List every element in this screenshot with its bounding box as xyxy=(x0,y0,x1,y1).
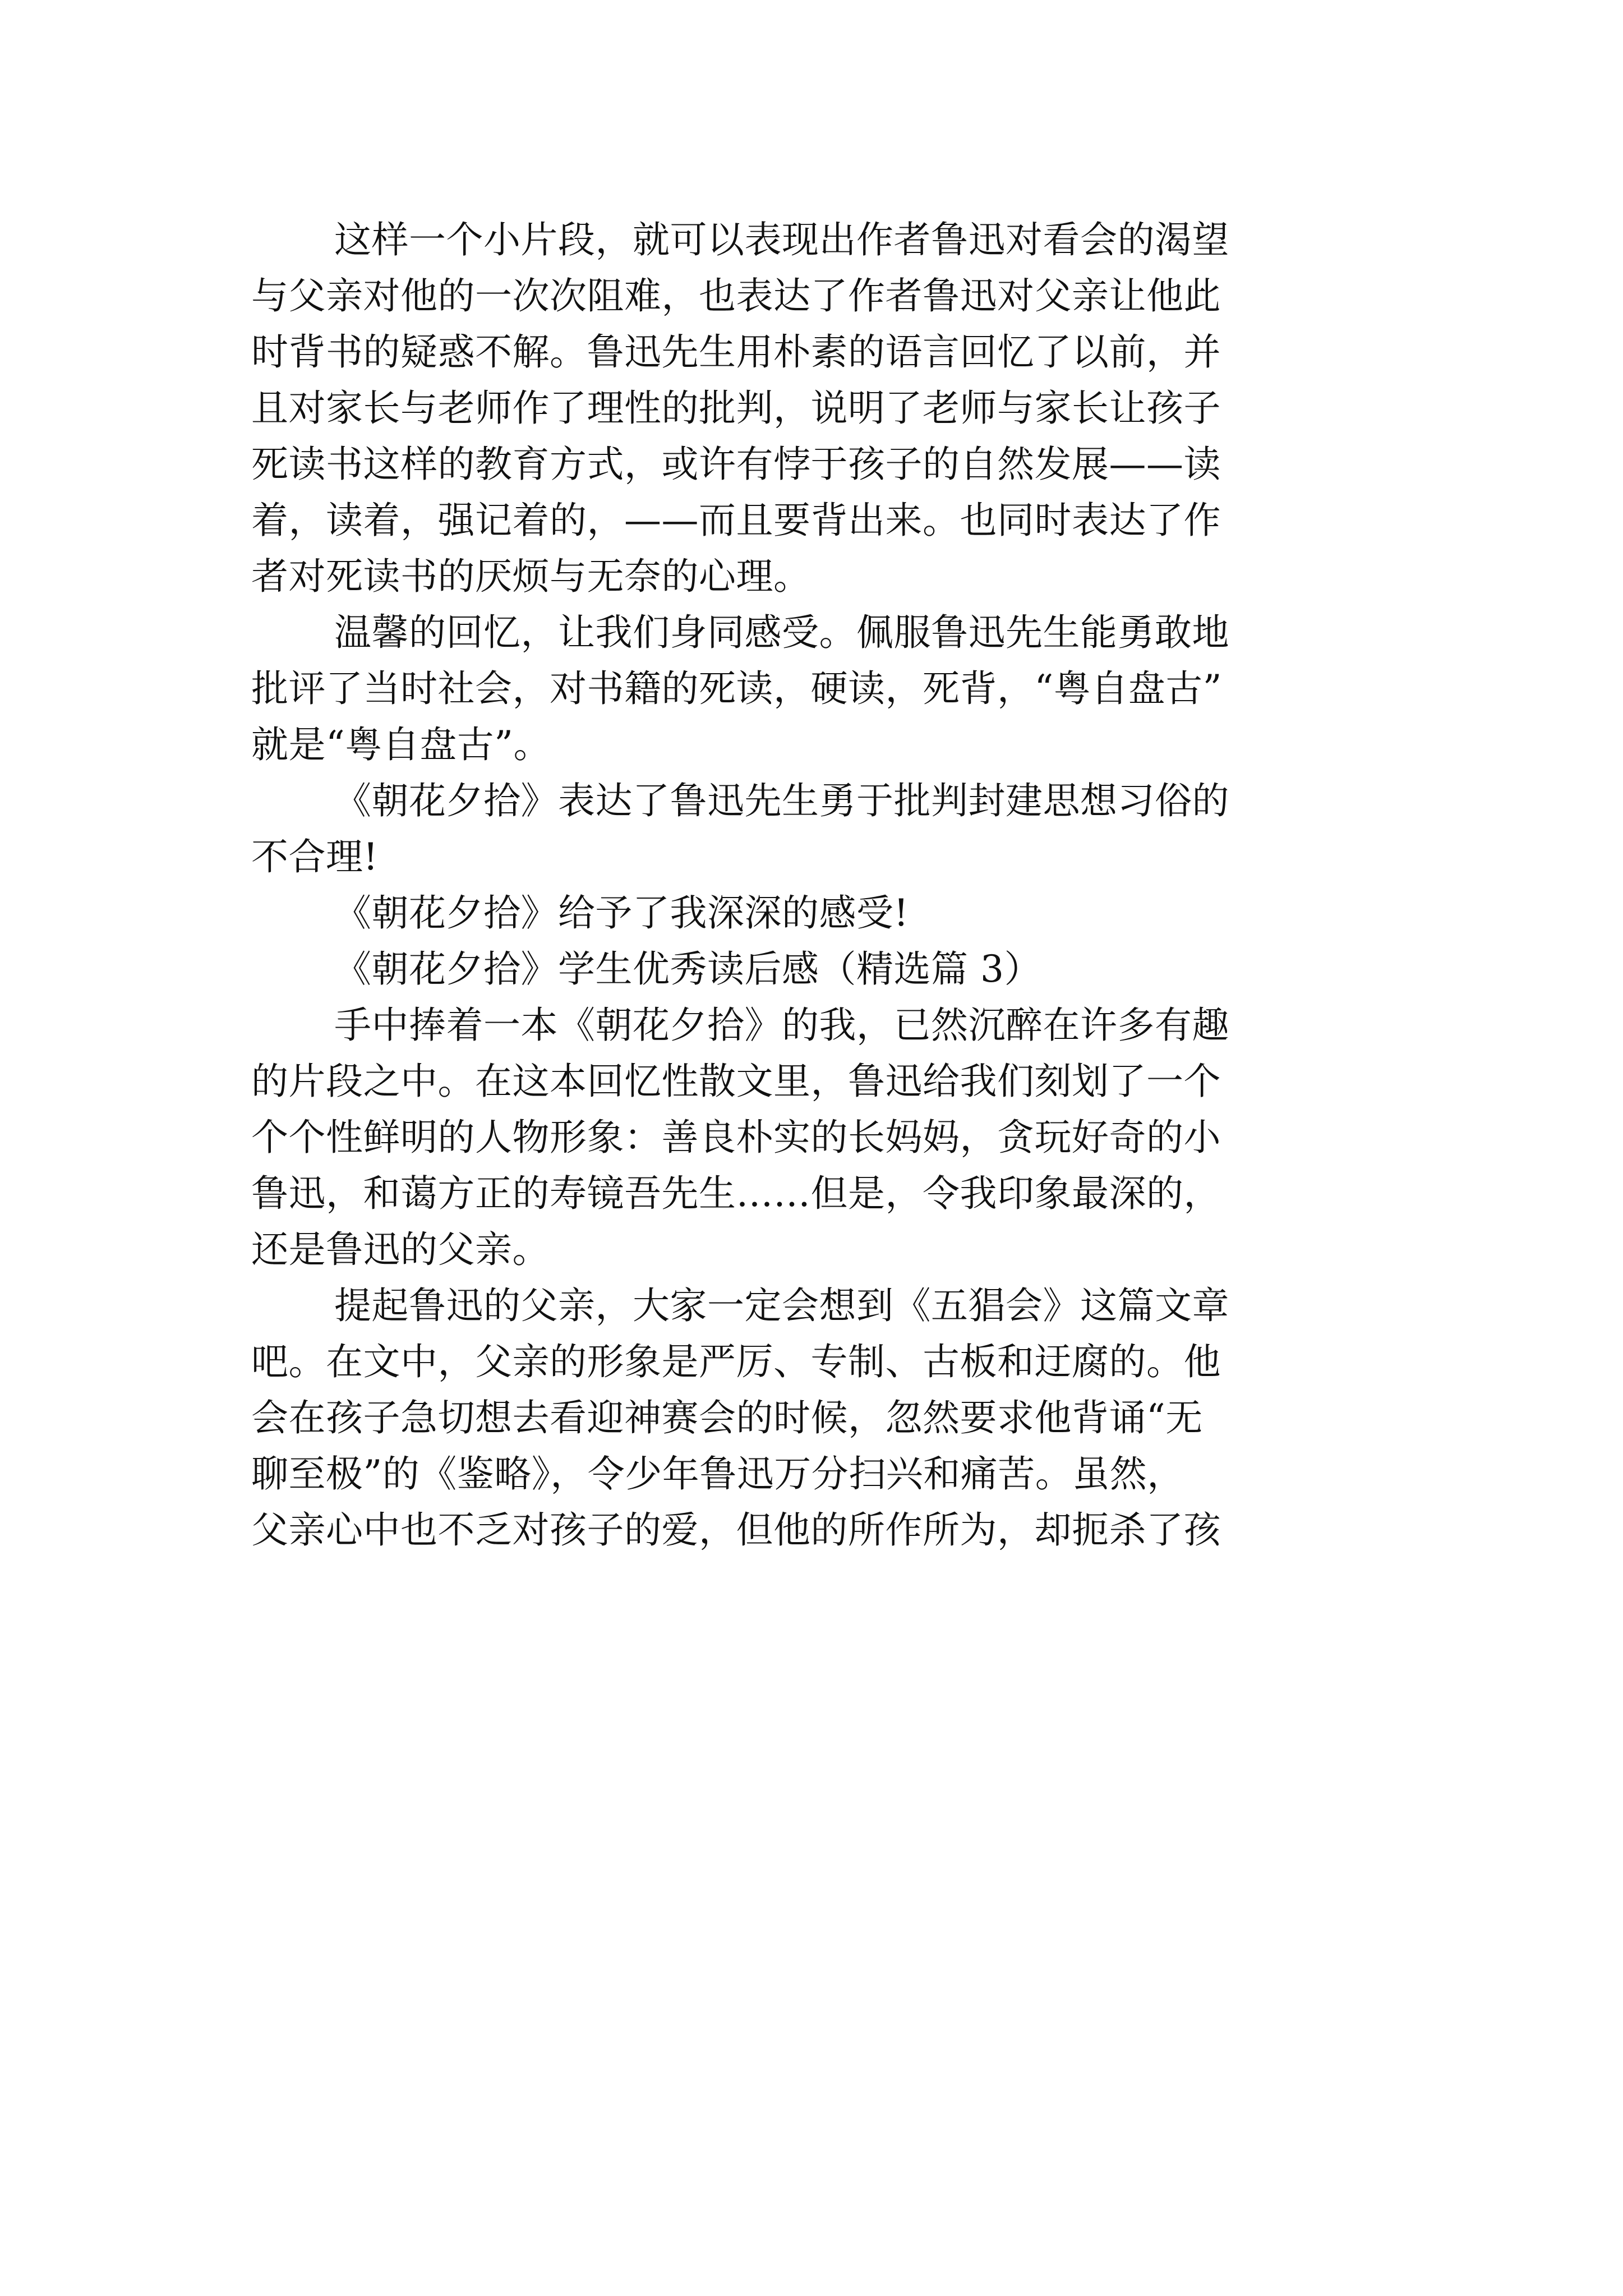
text-line: 且对家长与老师作了理性的批判，说明了老师与家长让孩子 xyxy=(251,386,1221,430)
text-line: 鲁迅，和蔼方正的寿镜吾先生……但是，令我印象最深的， xyxy=(251,1172,1221,1215)
section-heading: 《朝花夕拾》学生优秀读后感（精选篇 3） xyxy=(334,947,1041,991)
text-line: 批评了当时社会，对书籍的死读，硬读，死背，“粤自盘古” xyxy=(251,667,1222,710)
text-line: 聊至极”的《鉴略》，令少年鲁迅万分扫兴和痛苦。虽然， xyxy=(251,1452,1184,1496)
text-line: 吧。在文中，父亲的形象是严厉、专制、古板和迂腐的。他 xyxy=(251,1340,1221,1383)
text-line: 还是鲁迅的父亲。 xyxy=(251,1228,550,1271)
text-line: 手中捧着一本《朝花夕拾》的我，已然沉醉在许多有趣 xyxy=(334,1004,1229,1047)
text-line: 个个性鲜明的人物形象：善良朴实的长妈妈，贪玩好奇的小 xyxy=(251,1116,1221,1159)
text-line: 就是“粤自盘古”。 xyxy=(251,723,551,766)
text-line: 死读书这样的教育方式，或许有悖于孩子的自然发展——读 xyxy=(251,443,1221,486)
text-line: 这样一个小片段，就可以表现出作者鲁迅对看会的渴望 xyxy=(334,218,1229,261)
text-line: 不合理! xyxy=(251,835,379,878)
text-line: 着，读着，强记着的，——而且要背出来。也同时表达了作 xyxy=(251,499,1221,542)
text-line: 提起鲁迅的父亲，大家一定会想到《五猖会》这篇文章 xyxy=(334,1284,1229,1327)
text-line: 温馨的回忆，让我们身同感受。佩服鲁迅先生能勇敢地 xyxy=(334,611,1229,654)
text-line: 会在孩子急切想去看迎神赛会的时候，忽然要求他背诵“无 xyxy=(251,1396,1203,1439)
text-line: 父亲心中也不乏对孩子的爱，但他的所作所为，却扼杀了孩 xyxy=(251,1508,1221,1552)
text-line: 时背书的疑惑不解。鲁迅先生用朴素的语言回忆了以前，并 xyxy=(251,330,1221,374)
text-line: 的片段之中。在这本回忆性散文里，鲁迅给我们刻划了一个 xyxy=(251,1060,1221,1103)
body-text xyxy=(251,212,1378,1558)
text-line: 者对死读书的厌烦与无奈的心理。 xyxy=(251,555,811,598)
text-line: 《朝花夕拾》表达了鲁迅先生勇于批判封建思想习俗的 xyxy=(334,779,1229,822)
text-line: 《朝花夕拾》给予了我深深的感受! xyxy=(334,891,909,935)
text-line: 与父亲对他的一次次阻难，也表达了作者鲁迅对父亲让他此 xyxy=(251,274,1221,318)
